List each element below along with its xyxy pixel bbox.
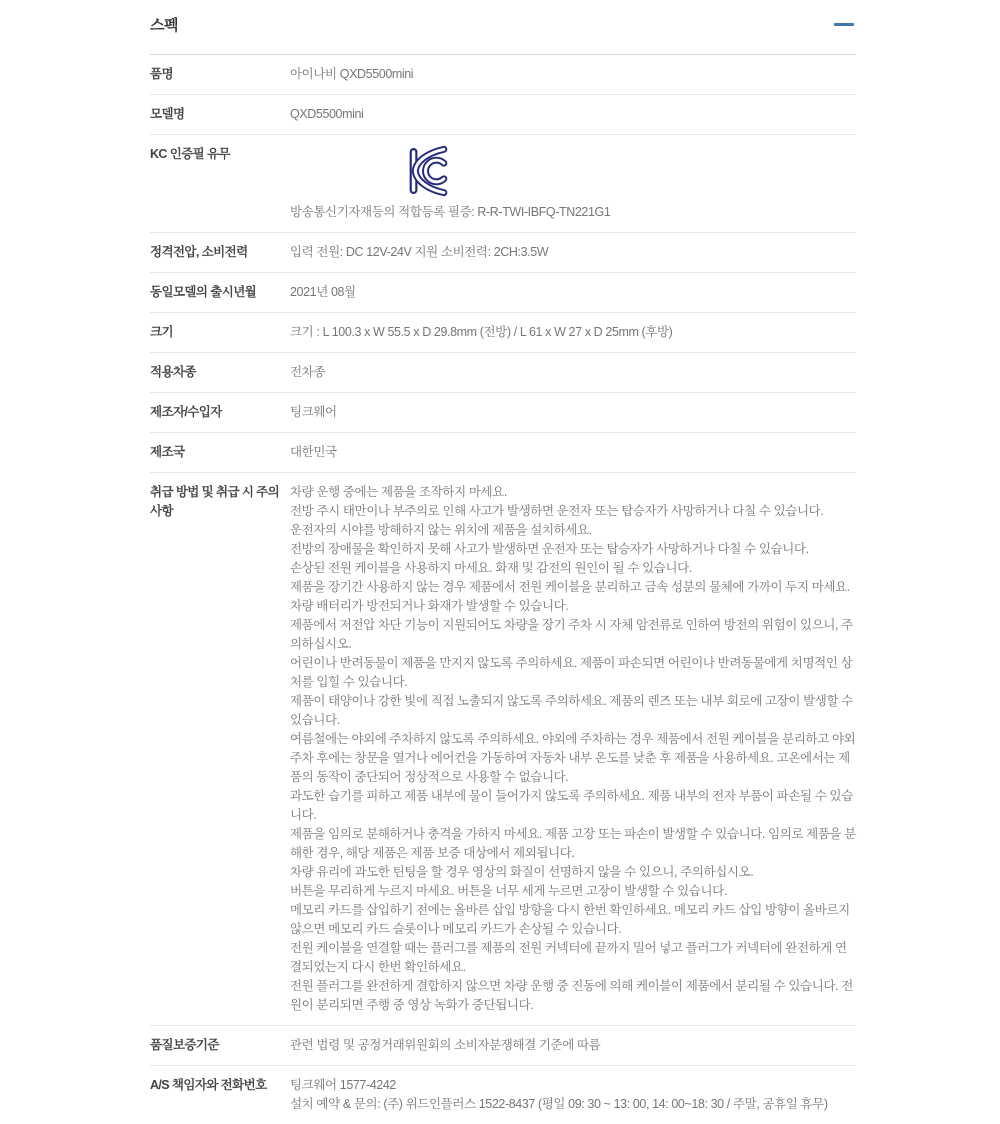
- spec-section-header: [150, 8, 856, 54]
- row-after-service: [150, 1066, 856, 1124]
- kc-registration-text: 방송통신기자재등의 적합등록 필증: R-R-TWI-IBFQ-TN221G1: [290, 205, 611, 219]
- row-product-name: [150, 55, 856, 95]
- row-model-name: [150, 95, 856, 135]
- precaution-line: 손상된 전원 케이블을 사용하지 마세요. 화재 및 감전의 원인이 될 수 있습니다.: [290, 561, 692, 575]
- row-label: 제조국: [150, 445, 185, 459]
- row-manufacturer: [150, 393, 856, 433]
- row-label: 제조자/수입자: [150, 405, 222, 419]
- precaution-line: 전원 플러그를 완전하게 결합하지 않으면 차량 운행 중 진동에 의해 케이블이 제품에서 분리될 수 있습니다. 전원이 분리되면 주행 중 영상 녹화가 중단됩니다.: [290, 979, 853, 1012]
- section-title: 스펙: [150, 16, 178, 34]
- after-service-line: 설치 예약 & 문의: (주) 위드인플러스 1522-8437 (평일 09: 30 ~ 13: 00, 14: 00~18: 30 / 주말, 공휴일 휴무): [290, 1097, 828, 1111]
- row-value: 관련 법령 및 공정거래위원회의 소비자분쟁해결 기준에 따름: [290, 1038, 601, 1052]
- precaution-line: 전방 주시 태만이나 부주의로 인해 사고가 발생하면 운전자 또는 탑승자가 사망하거나 다칠 수 있습니다.: [290, 504, 824, 518]
- row-label: KC 인증필 유무: [150, 147, 230, 161]
- row-label: 취급 방법 및 취급 시 주의사항: [150, 485, 280, 518]
- precaution-line: 전방의 장애물을 확인하지 못해 사고가 발생하면 운전자 또는 탑승자가 사망하거나 다칠 수 있습니다.: [290, 542, 809, 556]
- row-value: 입력 전원: DC 12V-24V 지원 소비전력: 2CH:3.5W: [290, 245, 549, 259]
- kc-certification-logo-icon: [402, 145, 458, 197]
- row-size: [150, 313, 856, 353]
- row-warranty: [150, 1026, 856, 1066]
- precaution-line: 메모리 카드를 삽입하기 전에는 올바른 삽입 방향을 다시 한번 확인하세요. 메모리 카드 삽입 방향이 올바르지 않으면 메모리 카드 슬롯이나 메모리 카드가 손상될 수 있습니다.: [290, 903, 850, 936]
- row-label: 크기: [150, 325, 173, 339]
- row-label: 동일모델의 출시년월: [150, 285, 257, 299]
- row-label: 정격전압, 소비전력: [150, 245, 248, 259]
- precaution-line: 제품을 임의로 분해하거나 충격을 가하지 마세요. 제품 고장 또는 파손이 발생할 수 있습니다. 임의로 제품을 분해한 경우, 해당 제품은 제품 보증 대상에서 제외됩니다.: [290, 827, 856, 860]
- row-label: 모델명: [150, 107, 185, 121]
- precaution-line: 운전자의 시야를 방해하지 않는 위치에 제품을 설치하세요.: [290, 523, 592, 537]
- row-release-date: [150, 273, 856, 313]
- row-value: 아이나비 QXD5500mini: [290, 67, 414, 81]
- minus-icon: [834, 23, 854, 26]
- row-kc-certification: [150, 135, 856, 233]
- row-value: 팅크웨어: [290, 405, 337, 419]
- precaution-line: 전원 케이블을 연결할 때는 플러그를 제품의 전원 커넥터에 끝까지 밀어 넣고 플러그가 커넥터에 완전하게 연결되었는지 다시 한번 확인하세요.: [290, 941, 847, 974]
- row-value: 크기 : L 100.3 x W 55.5 x D 29.8mm (전방) / L 61 x W 27 x D 25mm (후방): [290, 325, 673, 339]
- row-value: 대한민국: [290, 445, 337, 459]
- row-country: [150, 433, 856, 473]
- row-label: 품질보증기준: [150, 1038, 219, 1052]
- collapse-section-button[interactable]: [832, 12, 856, 36]
- spec-table: [150, 54, 856, 1124]
- row-label: A/S 책임자와 전화번호: [150, 1078, 267, 1092]
- after-service-lines: [290, 1076, 856, 1114]
- row-label: 품명: [150, 67, 173, 81]
- row-value: 2021년 08월: [290, 285, 356, 299]
- precaution-line: 여름철에는 야외에 주차하지 않도록 주의하세요. 야외에 주차하는 경우 제품에서 전원 케이블을 분리하고 야외 주차 후에는 창문을 열거나 에어컨을 가동하여 자동차 내부 온도를 낮춘 후 제품을 사용하세요. 고온에서는 제품의 동작이 중단되어 정상적으로 사용할 수 없습니다.: [290, 732, 856, 784]
- precaution-line: 제품에서 저전압 차단 기능이 지원되어도 차량을 장기 주차 시 자체 암전류로 인하여 방전의 위험이 있으니, 주의하십시오.: [290, 618, 853, 651]
- precaution-line: 과도한 습기를 피하고 제품 내부에 물이 들어가지 않도록 주의하세요. 제품 내부의 전자 부품이 파손될 수 있습니다.: [290, 789, 853, 822]
- precaution-line: 버튼을 무리하게 누르지 마세요. 버튼을 너무 세게 누르면 고장이 발생할 수 있습니다.: [290, 884, 727, 898]
- row-vehicle-type: [150, 353, 856, 393]
- row-value: QXD5500mini: [290, 107, 364, 121]
- precaution-line: 어린이나 반려동물이 제품을 만지지 않도록 주의하세요. 제품이 파손되면 어린이나 반려동물에게 치명적인 상처를 입힐 수 있습니다.: [290, 656, 853, 689]
- spec-section: [150, 8, 856, 1124]
- row-value: 전차종: [290, 365, 326, 379]
- after-service-line: 팅크웨어 1577-4242: [290, 1078, 396, 1092]
- row-precautions: [150, 473, 856, 1026]
- row-value: [290, 145, 856, 222]
- row-power: [150, 233, 856, 273]
- precaution-lines: [290, 483, 856, 1015]
- precaution-line: 제품이 태양이나 강한 빛에 직접 노출되지 않도록 주의하세요. 제품의 렌즈 또는 내부 회로에 고장이 발생할 수 있습니다.: [290, 694, 853, 727]
- precaution-line: 차량 운행 중에는 제품을 조작하지 마세요.: [290, 485, 507, 499]
- precaution-line: 차량 유리에 과도한 틴팅을 할 경우 영상의 화질이 선명하지 않을 수 있으니, 주의하십시오.: [290, 865, 754, 879]
- row-label: 적용차종: [150, 365, 196, 379]
- precaution-line: 제품을 장기간 사용하지 않는 경우 제품에서 전원 케이블을 분리하고 금속 성분의 물체에 가까이 두지 마세요. 차량 배터리가 방전되거나 화재가 발생할 수 있습니다.: [290, 580, 850, 613]
